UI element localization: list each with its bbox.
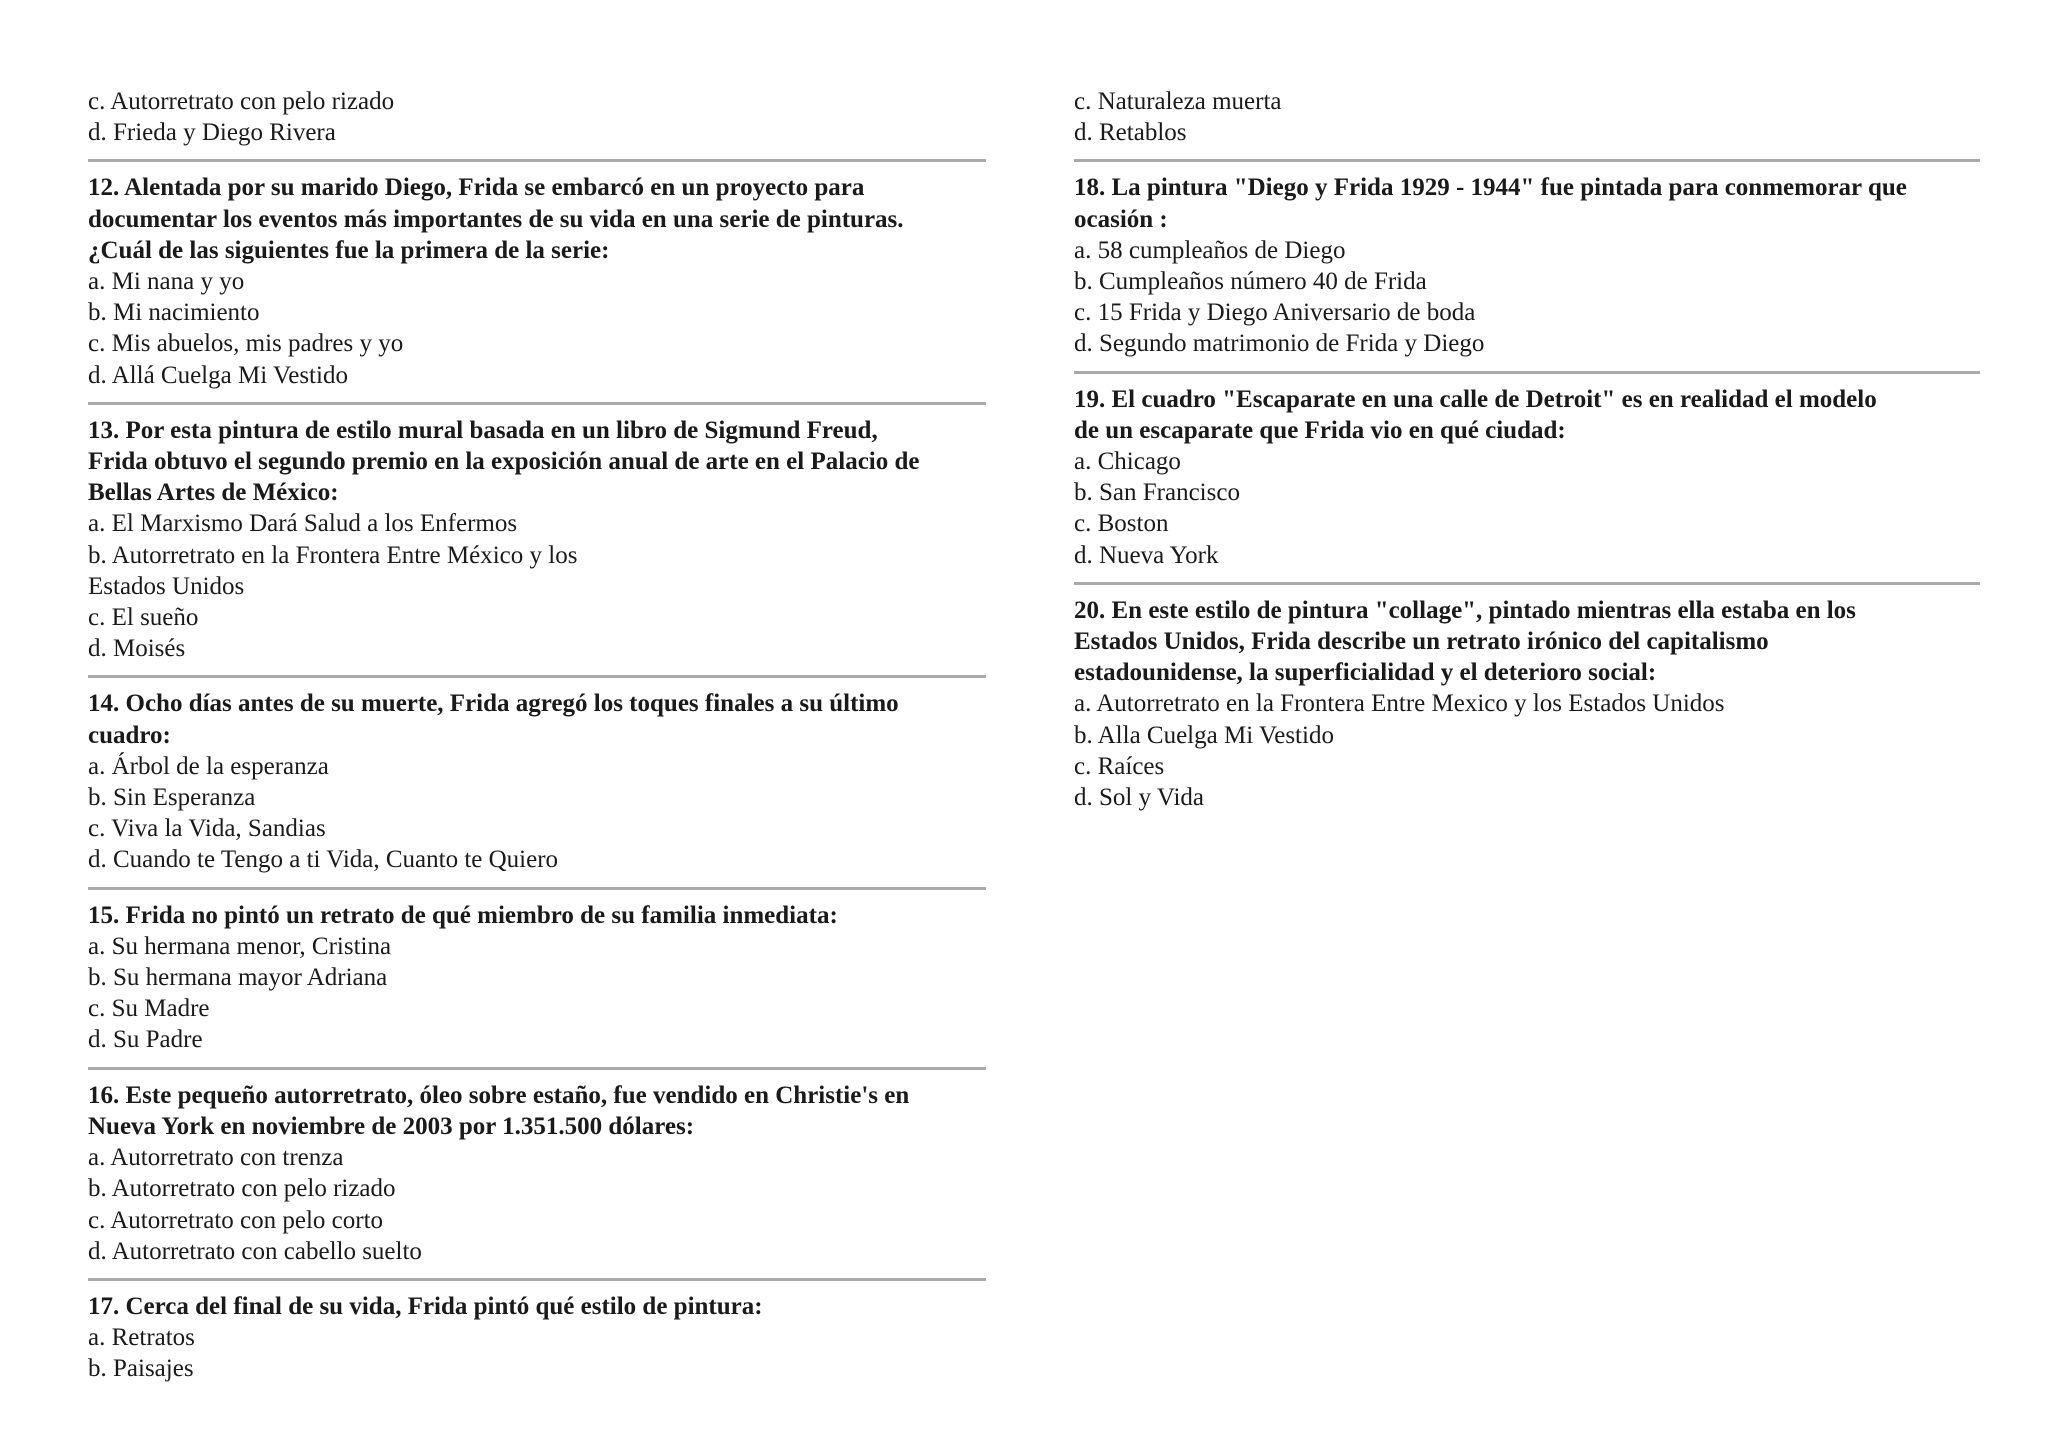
question-line: 18. La pintura "Diego y Frida 1929 - 1944" fue pintada para conmemorar que (1074, 174, 1907, 202)
option-line: b. Autorretrato con pelo rizado (88, 1175, 396, 1203)
option-line: d. Moisés (88, 635, 186, 663)
question-line: cuadro: (88, 721, 171, 749)
divider (88, 675, 986, 678)
option-line: d. Sol y Vida (1074, 784, 1204, 812)
question-text (1074, 595, 1980, 689)
question-15 (88, 900, 986, 1056)
question-16 (88, 1080, 986, 1267)
divider (1074, 582, 1980, 585)
divider (1074, 159, 1980, 162)
question-line: 19. El cuadro "Escaparate en una calle de Detroit" es en realidad el modelo (1074, 385, 1877, 413)
question-line: documentar los eventos más importantes de su vida en una serie de pinturas. (88, 205, 904, 233)
option-line: b. San Francisco (1074, 479, 1240, 507)
option-line: b. Alla Cuelga Mi Vestido (1074, 721, 1334, 749)
question-text (88, 172, 986, 266)
left-column (88, 86, 986, 1385)
question-20 (1074, 595, 1980, 813)
question-line: 17. Cerca del final de su vida, Frida pintó qué estilo de pintura: (88, 1292, 763, 1320)
option-line: a. Chicago (1074, 448, 1181, 476)
right-column (1074, 86, 1980, 813)
question-text (1074, 172, 1980, 234)
question-17 (88, 1291, 986, 1385)
question-12 (88, 172, 986, 390)
question-line: de un escaparate que Frida vio en qué ciudad: (1074, 416, 1566, 444)
question-line: 15. Frida no pintó un retrato de qué miembro de su familia inmediata: (88, 901, 838, 929)
divider (1074, 371, 1980, 374)
option-line: b. Autorretrato en la Frontera Entre México y los (88, 541, 578, 569)
question-text (88, 900, 986, 931)
continuation-options (88, 86, 986, 148)
question-line: ¿Cuál de las siguientes fue la primera de la serie: (88, 236, 610, 264)
question-line: estadounidense, la superficialidad y el deterioro social: (1074, 659, 1657, 687)
option-line: c. Raíces (1074, 752, 1165, 780)
divider (88, 159, 986, 162)
question-line: 13. Por esta pintura de estilo mural basada en un libro de Sigmund Freud, (88, 416, 878, 444)
question-line: 16. Este pequeño autorretrato, óleo sobre estaño, fue vendido en Christie's en (88, 1081, 910, 1109)
question-text (88, 688, 986, 750)
question-line: 20. En este estilo de pintura "collage", pintado mientras ella estaba en los (1074, 596, 1856, 624)
option-line: c. Autorretrato con pelo rizado (88, 88, 395, 115)
question-line: Bellas Artes de México: (88, 479, 339, 507)
option-line: b. Paisajes (88, 1355, 194, 1383)
option-line: c. Su Madre (88, 995, 210, 1023)
option-line: a. 58 cumpleaños de Diego (1074, 236, 1346, 264)
question-line: ocasión : (1074, 205, 1168, 233)
option-line: a. Autorretrato con trenza (88, 1144, 344, 1172)
question-line: 12. Alentada por su marido Diego, Frida se embarcó en un proyecto para (88, 174, 865, 202)
option-line: d. Su Padre (88, 1026, 203, 1054)
option-line: d. Autorretrato con cabello suelto (88, 1237, 422, 1265)
option-line: c. Autorretrato con pelo corto (88, 1206, 384, 1234)
divider (88, 887, 986, 890)
option-line: b. Su hermana mayor Adriana (88, 964, 388, 992)
option-line: a. Autorretrato en la Frontera Entre Mexico y los Estados Unidos (1074, 690, 1725, 718)
question-text (88, 1080, 986, 1142)
option-line: c. Mis abuelos, mis padres y yo (88, 330, 404, 358)
question-line: Estados Unidos, Frida describe un retrato irónico del capitalismo (1074, 628, 1769, 656)
question-line: Frida obtuvo el segundo premio en la exposición anual de arte en el Palacio de (88, 448, 920, 476)
question-line: 14. Ocho días antes de su muerte, Frida agregó los toques finales a su último (88, 690, 899, 718)
question-text (88, 1291, 986, 1322)
option-line: b. Sin Esperanza (88, 784, 256, 812)
continuation-options (1074, 86, 1980, 148)
option-line: d. Cuando te Tengo a ti Vida, Cuanto te Quiero (88, 846, 559, 874)
question-text (1074, 384, 1980, 446)
option-line: b. Mi nacimiento (88, 299, 260, 327)
option-line: c. Naturaleza muerta (1074, 88, 1282, 115)
question-19 (1074, 384, 1980, 571)
question-18 (1074, 172, 1980, 359)
option-line: d. Segundo matrimonio de Frida y Diego (1074, 330, 1485, 358)
option-line: a. Mi nana y yo (88, 268, 245, 296)
option-line: a. Su hermana menor, Cristina (88, 932, 392, 960)
divider (88, 1278, 986, 1281)
option-line: c. Viva la Vida, Sandias (88, 815, 326, 843)
option-line: b. Cumpleaños número 40 de Frida (1074, 268, 1427, 296)
option-line: c. 15 Frida y Diego Aniversario de boda (1074, 299, 1476, 327)
option-line: a. El Marxismo Dará Salud a los Enfermos (88, 510, 518, 538)
question-14 (88, 688, 986, 875)
question-line: Nueva York en noviembre de 2003 por 1.351.500 dólares: (88, 1112, 695, 1140)
option-line: d. Frieda y Diego Rivera (88, 119, 336, 147)
option-line: d. Allá Cuelga Mi Vestido (88, 361, 348, 389)
question-text (88, 415, 986, 509)
option-line: d. Retablos (1074, 119, 1187, 147)
option-line: Estados Unidos (88, 572, 245, 600)
divider (88, 402, 986, 405)
option-line: a. Retratos (88, 1324, 195, 1352)
divider (88, 1067, 986, 1070)
option-line: c. El sueño (88, 604, 199, 632)
question-13 (88, 415, 986, 665)
option-line: a. Árbol de la esperanza (88, 752, 329, 780)
option-line: c. Boston (1074, 510, 1169, 538)
option-line: d. Nueva York (1074, 541, 1219, 569)
